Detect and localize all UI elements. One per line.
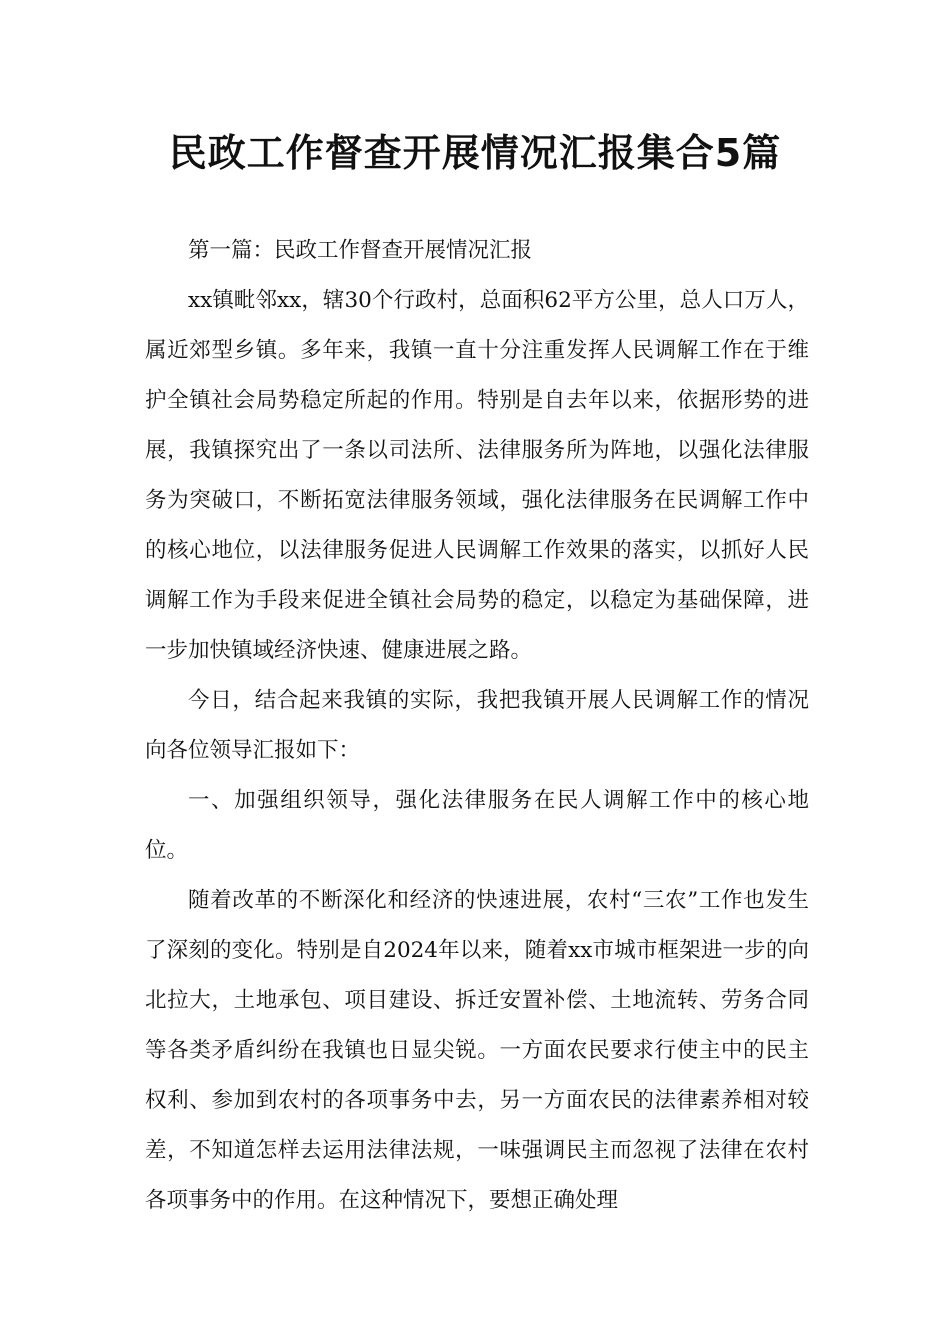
document-body bbox=[145, 226, 809, 1226]
subsection-heading: 一、加强组织领导，强化法律服务在民人调解工作中的核心地位。 bbox=[145, 788, 809, 863]
document-title: 民政工作督查开展情况汇报集合5篇 bbox=[168, 131, 782, 175]
paragraph: xx镇毗邻xx，辖30个行政村，总面积62平方公里，总人口万人，属近郊型乡镇。多年来，我镇一直十分注重发挥人民调解工作在于维护全镇社会局势稳定所起的作用。特别是自去年以来，依据形势的进展，我镇探究出了一条以司法所、法律服务所为阵地，以强化法律服务为突破口，不断拓宽法律服务领域，强化法律服务在民调解工作中的核心地位，以法律服务促进人民调解工作效果的落实，以抓好人民调解工作为手段来促进全镇社会局势的稳定，以稳定为基础保障，进一步加快镇域经济快速、健康进展之路。 bbox=[145, 288, 809, 663]
paragraph: 今日，结合起来我镇的实际，我把我镇开展人民调解工作的情况向各位领导汇报如下： bbox=[145, 688, 809, 763]
paragraph: 随着改革的不断深化和经济的快速进展，农村“三农”工作也发生了深刻的变化。特别是自2024年以来，随着xx市城市框架进一步的向北拉大，土地承包、项目建设、拆迁安置补偿、土地流转、劳务合同等各类矛盾纠纷在我镇也日显尖锐。一方面农民要求行使主中的民主权利、参加到农村的各项事务中去，另一方面农民的法律素养相对较差，不知道怎样去运用法律法规，一味强调民主而忽视了法律在农村各项事务中的作用。在这种情况下，要想正确处理 bbox=[145, 888, 809, 1213]
section-heading: 第一篇：民政工作督查开展情况汇报 bbox=[188, 238, 533, 263]
